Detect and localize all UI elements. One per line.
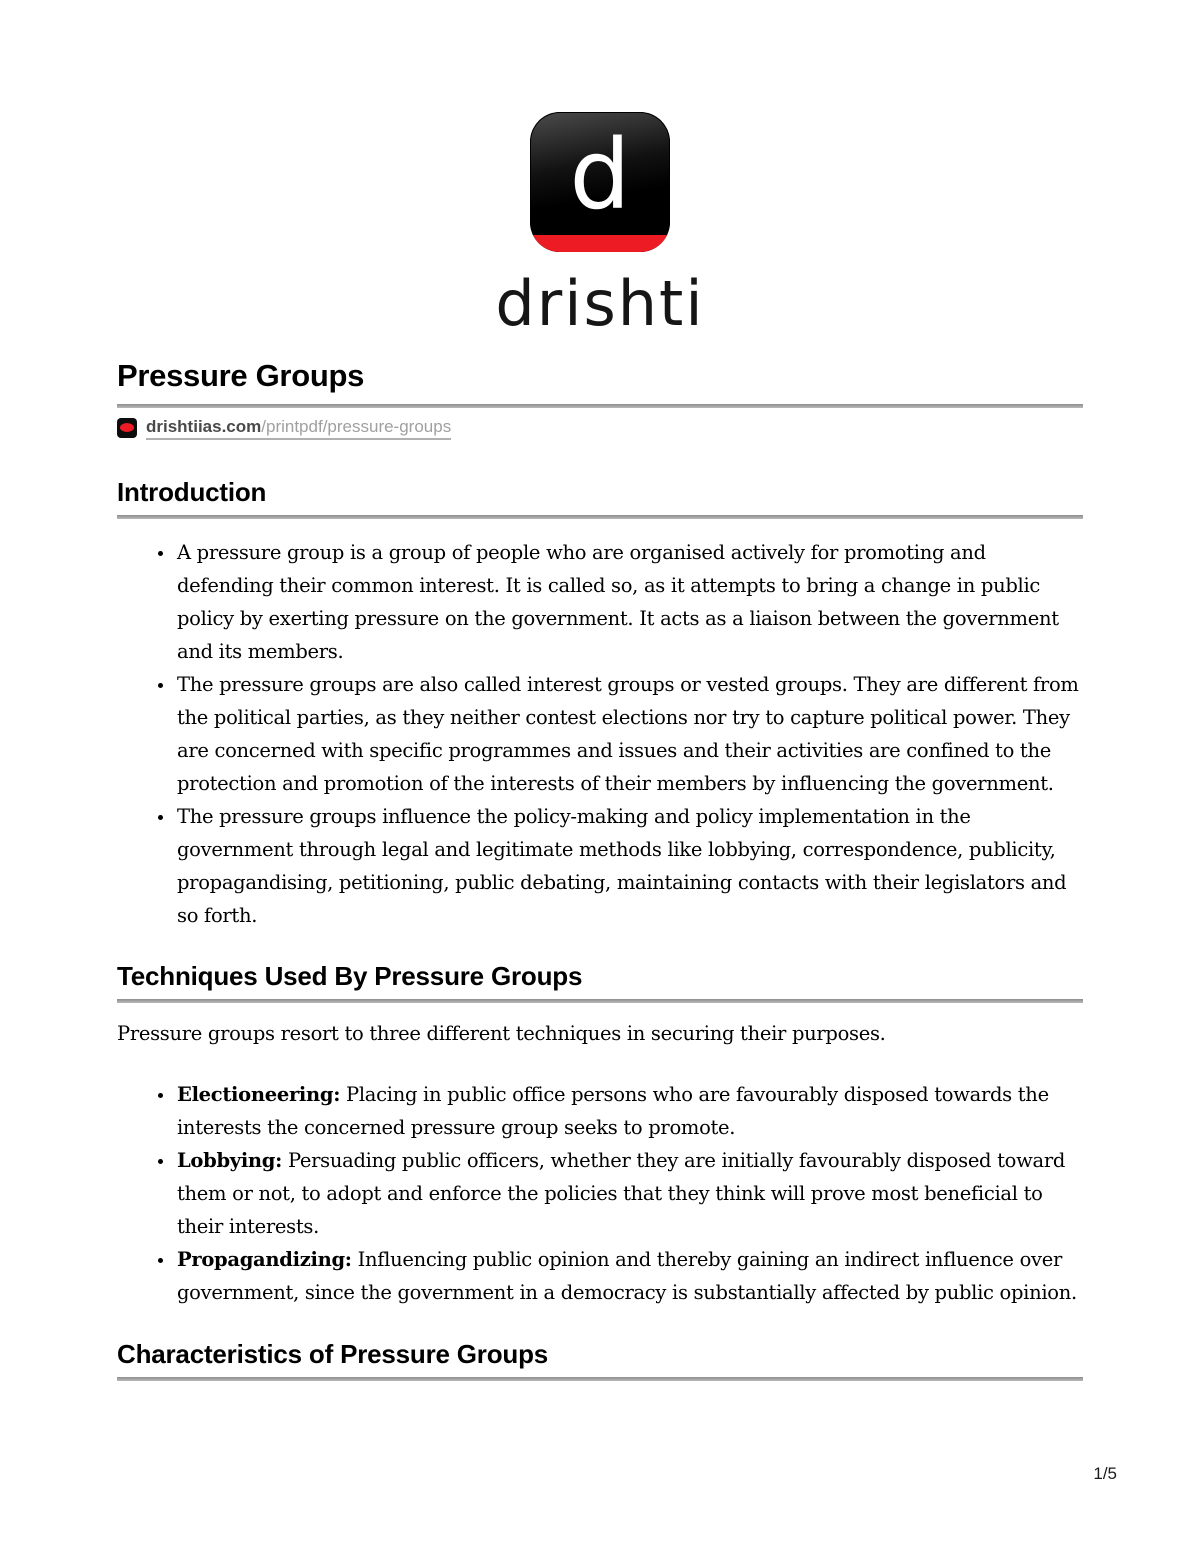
term-label: Lobbying:	[177, 1149, 283, 1172]
source-domain: drishtiias.com	[146, 416, 262, 436]
logo-red-accent	[530, 235, 670, 252]
list-item: • The pressure groups are also called interest groups or vested groups. They are different from the political parties, as they neither contest elections nor try to capture political power. They are concerned with specific programmes and issues and their activities are confined to the protection and promotion of the interests of their members by influencing the government.	[175, 668, 1083, 800]
site-favicon-icon	[117, 418, 137, 438]
title-divider	[117, 404, 1083, 408]
drishti-logo-icon	[530, 112, 670, 252]
logo-d-glyph: d	[569, 119, 631, 231]
introduction-divider	[117, 515, 1083, 519]
term-description: Influencing public opinion and thereby gaining an indirect influence over government, since the government in a democracy is substantially affected by public opinion.	[177, 1248, 1077, 1304]
source-url-link[interactable]	[146, 417, 451, 440]
page-number: 1/5	[1093, 1464, 1117, 1483]
term-label: Propagandizing:	[177, 1248, 352, 1271]
term-description: Persuading public officers, whether they are initially favourably disposed toward them or not, to adopt and enforce the policies that they think will prove most beneficial to their interests.	[177, 1149, 1066, 1238]
logo-block	[0, 0, 1200, 341]
term-label: Electioneering:	[177, 1083, 341, 1106]
section-heading-introduction: Introduction	[117, 477, 267, 507]
logo-wordmark: drishti	[495, 267, 705, 340]
list-item	[175, 1243, 1083, 1309]
characteristics-divider	[117, 1377, 1083, 1381]
source-row	[117, 417, 1083, 439]
techniques-divider	[117, 999, 1083, 1003]
favicon-red-oval	[120, 423, 134, 432]
techniques-list	[117, 1078, 1083, 1309]
section-heading-techniques: Techniques Used By Pressure Groups	[117, 961, 583, 991]
list-item	[175, 1144, 1083, 1243]
section-heading-characteristics: Characteristics of Pressure Groups	[117, 1339, 549, 1369]
source-path: /printpdf/pressure-groups	[261, 416, 452, 436]
introduction-list	[117, 536, 1083, 932]
term-description: Placing in public office persons who are favourably disposed towards the interests the concerned pressure group seeks to promote.	[177, 1083, 1049, 1139]
techniques-lead: Pressure groups resort to three different techniques in securing their purposes.	[117, 1022, 886, 1045]
list-item: • A pressure group is a group of people who are organised actively for promoting and defending their common interest. It is called so, as it attempts to bring a change in public policy by exerting pressure on the government. It acts as a liaison between the government and its members.	[175, 536, 1083, 668]
page-title: Pressure Groups	[117, 358, 365, 393]
list-item: • The pressure groups influence the policy-making and policy implementation in the government through legal and legitimate methods like lobbying, correspondence, publicity, propagandising, petitioning, public debating, maintaining contacts with their legislators and so forth.	[175, 800, 1083, 932]
list-item	[175, 1078, 1083, 1144]
